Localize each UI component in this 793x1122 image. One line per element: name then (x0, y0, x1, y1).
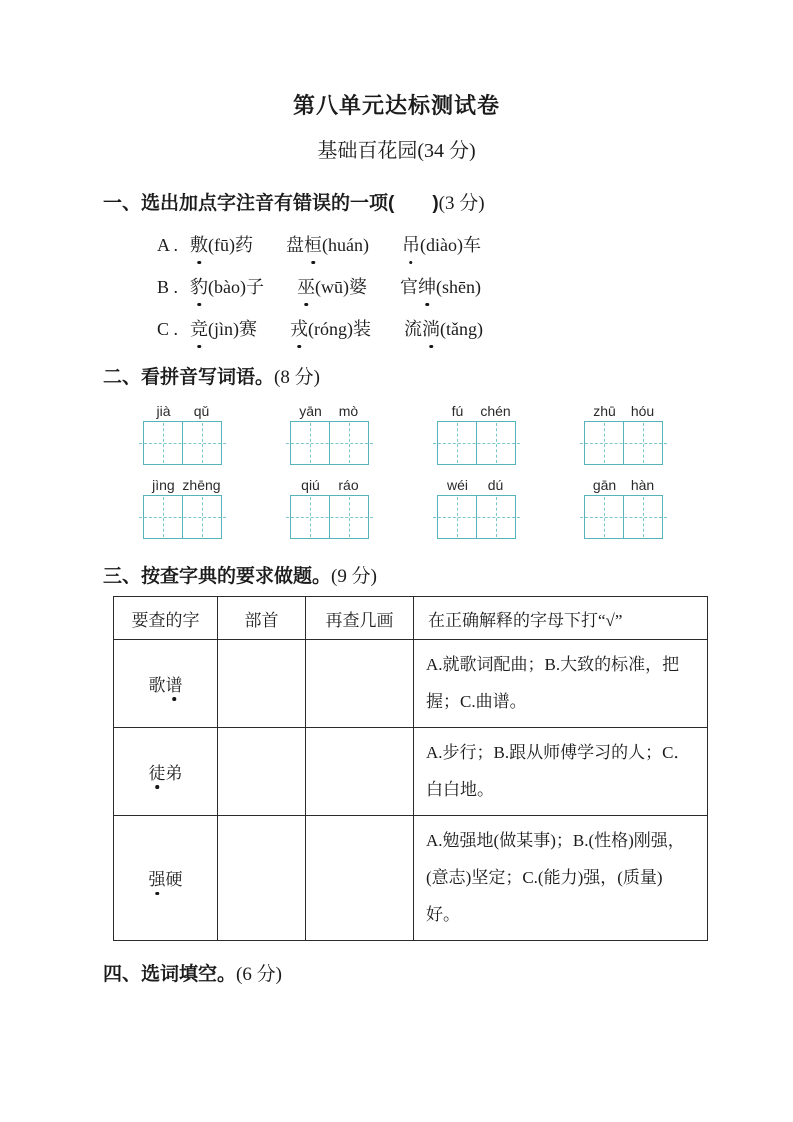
writing-cell (291, 496, 329, 538)
dotted-word (149, 676, 183, 695)
section2-score: (8 分) (274, 367, 320, 388)
writing-cell (623, 422, 662, 464)
answer-cell-strokes (306, 815, 414, 940)
pinyin-labels (437, 403, 516, 419)
dotted-char: 敷 (190, 232, 208, 259)
page-title: 第八单元达标测试卷 (292, 93, 500, 118)
section1-heading-text: 一、选出加点字注音有错误的一项( ) (103, 193, 439, 214)
dotted-word (286, 235, 369, 255)
writing-grid (437, 495, 516, 539)
pinyin-labels (290, 477, 369, 493)
pinyin-syllable: zhēng (182, 477, 221, 493)
pinyin-group (437, 477, 516, 539)
word-cell (114, 727, 218, 815)
dotted-word (290, 319, 371, 339)
word-post: (huán) (322, 235, 369, 255)
table-row (114, 727, 708, 815)
pinyin-labels (584, 403, 663, 419)
answer-cell-radical (218, 640, 306, 728)
word-post: (róng)装 (308, 319, 371, 339)
option-label: B . (157, 277, 179, 297)
pinyin-syllable: jìng (152, 477, 175, 493)
dotted-char: 强 (149, 865, 166, 890)
writing-cell (585, 422, 623, 464)
word-post: (jìn)赛 (208, 319, 258, 339)
word-post: (tǎng) (440, 319, 483, 339)
section3-heading-text: 三、按查字典的要求做题。 (103, 566, 332, 587)
writing-grid (290, 495, 369, 539)
writing-cell (623, 496, 662, 538)
dotted-char: 巫 (297, 274, 315, 301)
pinyin-group (143, 403, 222, 465)
writing-cell (438, 422, 476, 464)
pinyin-syllable: jià (156, 403, 171, 419)
word-pre: 歌 (148, 675, 166, 695)
pinyin-syllable: hóu (630, 403, 655, 419)
option-label: C . (157, 319, 179, 339)
pinyin-group (290, 477, 369, 539)
pinyin-syllable: qiú (301, 477, 320, 493)
writing-grid (584, 421, 663, 465)
pinyin-syllable: zhū (593, 403, 616, 419)
answer-cell-radical (218, 815, 306, 940)
table-header-cell: 再查几画 (306, 597, 414, 640)
dotted-word (402, 235, 481, 255)
word-pre: 官 (400, 277, 418, 297)
dotted-word (149, 764, 183, 783)
definition-cell: A.勉强地(做某事)；B.(性格)刚强，(意志)坚定；C.(能力)强，(质量)好。 (414, 815, 708, 940)
pinyin-syllable: yān (299, 403, 322, 419)
writing-grid (143, 421, 222, 465)
option-line (157, 274, 793, 301)
word-post: (fū)药 (208, 235, 253, 255)
pinyin-labels (143, 403, 222, 419)
writing-grid (143, 495, 222, 539)
section3-heading (103, 563, 793, 590)
answer-cell-radical (218, 727, 306, 815)
section1-score: (3 分) (438, 193, 485, 214)
pinyin-group (290, 403, 369, 465)
writing-grid (290, 421, 369, 465)
dotted-char: 绅 (418, 274, 436, 301)
word-post: (wū)婆 (315, 277, 367, 297)
writing-grid (584, 495, 663, 539)
table-header-cell: 在正确解释的字母下打“√” (414, 597, 708, 640)
answer-cell-strokes (306, 727, 414, 815)
pinyin-syllable: ráo (338, 477, 359, 493)
pinyin-grid-row (143, 477, 793, 539)
pinyin-syllable: gān (592, 477, 617, 493)
option-label: A . (157, 235, 179, 255)
writing-cell (144, 422, 182, 464)
pinyin-labels (290, 403, 369, 419)
dotted-char: 吊 (402, 232, 420, 259)
word-post: (diào)车 (419, 235, 481, 255)
section2-heading (103, 364, 793, 391)
writing-cell (291, 422, 329, 464)
word-cell (114, 815, 218, 940)
dotted-word (190, 319, 257, 339)
dotted-char: 豹 (190, 274, 208, 301)
dotted-word (190, 277, 264, 297)
pinyin-syllable: fú (451, 403, 464, 419)
table-header-row (114, 597, 708, 640)
page-subtitle: 基础百花园(34 分) (317, 140, 476, 162)
pinyin-syllable: qǔ (193, 403, 210, 419)
option-line (157, 316, 793, 343)
dictionary-table (113, 596, 708, 941)
dotted-char: 徒 (149, 759, 166, 784)
option-line (157, 232, 793, 259)
writing-cell (329, 422, 368, 464)
table-row (114, 640, 708, 728)
word-post: 硬 (165, 870, 183, 890)
section1-options (0, 232, 793, 343)
pinyin-labels (437, 477, 516, 493)
dotted-char: 桓 (304, 232, 322, 259)
table-row (114, 815, 708, 940)
answer-cell-strokes (306, 640, 414, 728)
word-post: 弟 (165, 763, 183, 783)
pinyin-syllable: dú (487, 477, 504, 493)
dotted-char: 淌 (422, 316, 440, 343)
writing-cell (144, 496, 182, 538)
pinyin-syllable: hàn (630, 477, 655, 493)
pinyin-group (437, 403, 516, 465)
pinyin-labels (584, 477, 663, 493)
dotted-word (404, 319, 483, 339)
writing-cell (585, 496, 623, 538)
writing-cell (182, 496, 221, 538)
dotted-char: 竞 (190, 316, 208, 343)
writing-cell (329, 496, 368, 538)
writing-cell (476, 422, 515, 464)
word-post: (bào)子 (208, 277, 264, 297)
word-pre: 盘 (286, 235, 304, 255)
dotted-char: 谱 (166, 671, 183, 696)
dotted-word (400, 277, 481, 297)
table-header-cell: 部首 (218, 597, 306, 640)
dotted-word (149, 870, 183, 889)
definition-cell: A.步行；B.跟从师傅学习的人；C．白白地。 (414, 727, 708, 815)
word-cell (114, 640, 218, 728)
definition-cell: A.就歌词配曲；B.大致的标准，把握；C.曲谱。 (414, 640, 708, 728)
pinyin-syllable: mò (338, 403, 359, 419)
writing-grid (437, 421, 516, 465)
section4-heading-text: 四、选词填空。 (103, 963, 237, 985)
writing-cell (182, 422, 221, 464)
section4-score: (6 分) (236, 963, 282, 985)
pinyin-syllable: chén (480, 403, 511, 419)
dotted-char: 戎 (290, 316, 308, 343)
pinyin-section (0, 403, 793, 539)
dotted-word (297, 277, 367, 297)
section4-heading (103, 961, 793, 988)
word-pre: 流 (404, 319, 422, 339)
section2-heading-text: 二、看拼音写词语。 (103, 367, 275, 388)
writing-cell (476, 496, 515, 538)
pinyin-group (584, 477, 663, 539)
word-post: (shēn) (436, 277, 481, 297)
table-header-cell: 要查的字 (114, 597, 218, 640)
pinyin-grid-row (143, 403, 793, 465)
section1-heading (103, 190, 793, 217)
section3-score: (9 分) (331, 566, 377, 587)
pinyin-group (584, 403, 663, 465)
pinyin-group (143, 477, 222, 539)
pinyin-labels (143, 477, 222, 493)
pinyin-syllable: wéi (446, 477, 468, 493)
dotted-word (190, 235, 253, 255)
writing-cell (438, 496, 476, 538)
